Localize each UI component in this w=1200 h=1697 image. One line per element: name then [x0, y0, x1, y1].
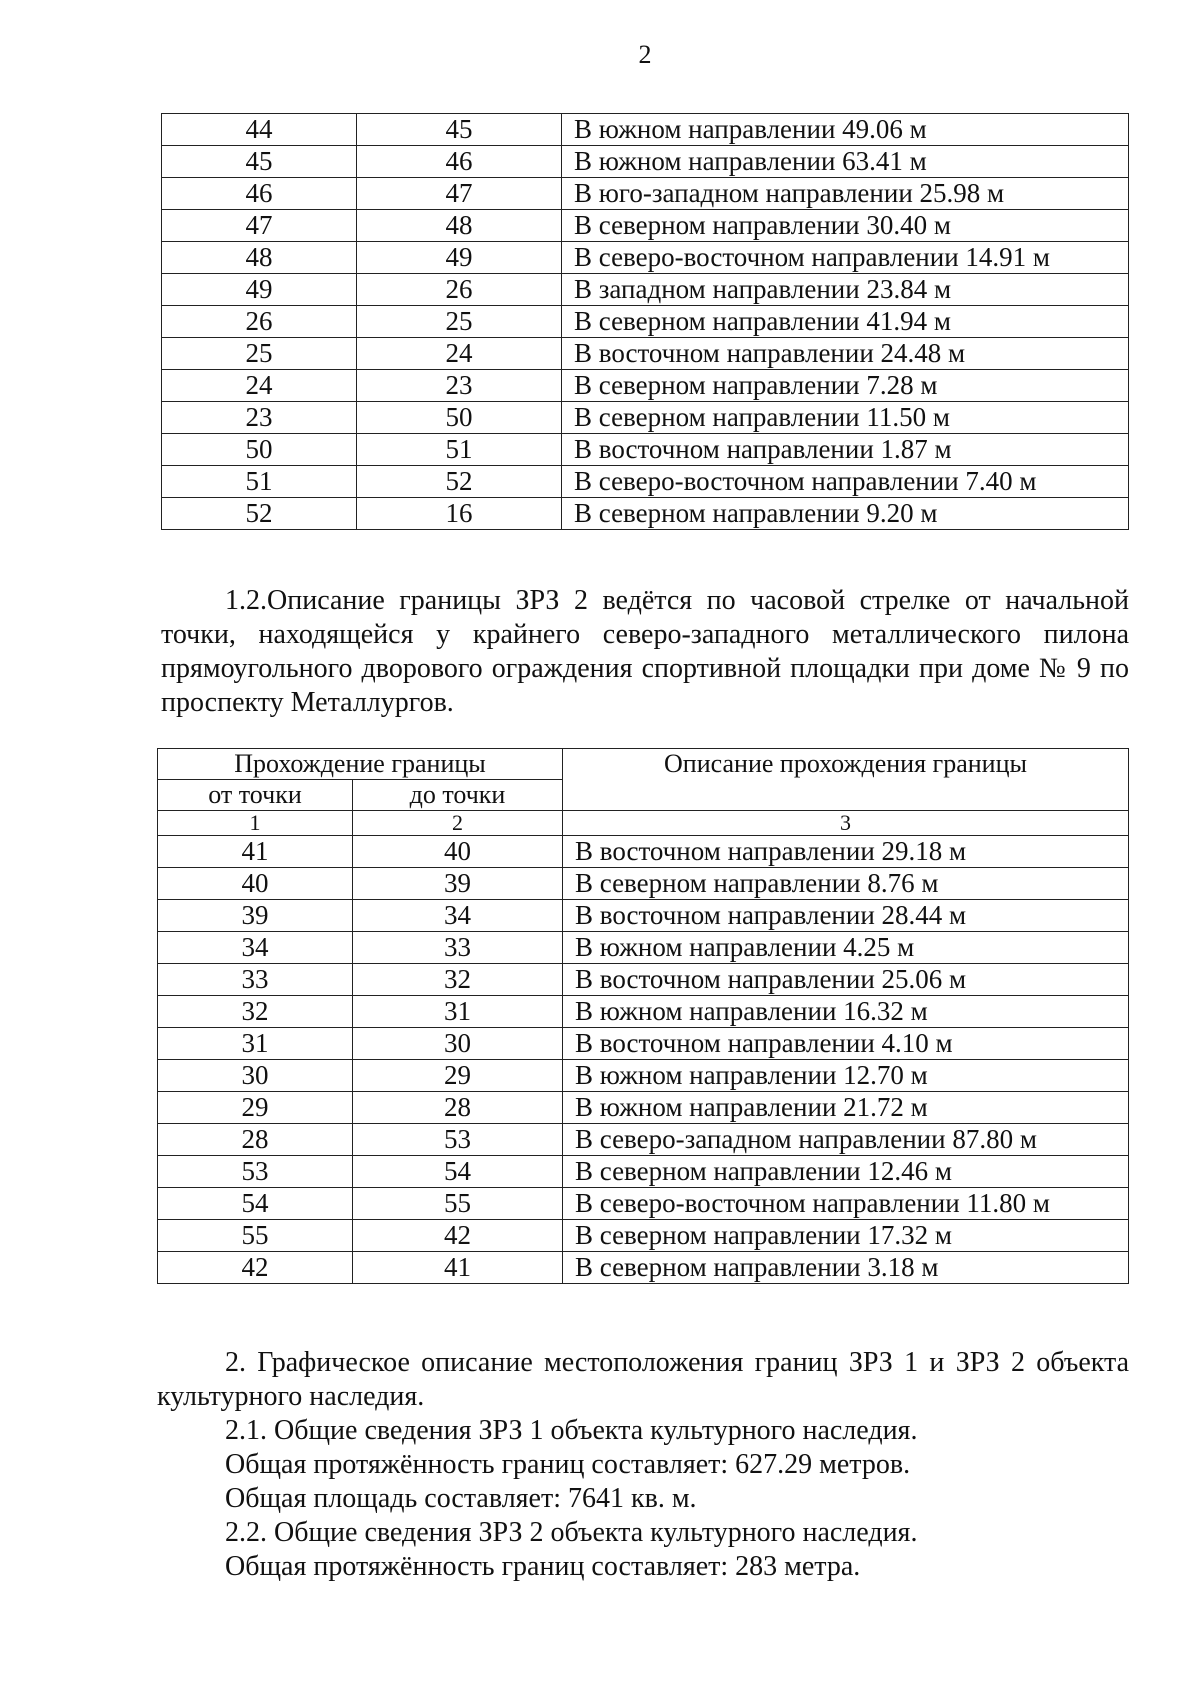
- table-row: [158, 836, 1129, 868]
- description-cell: В северном направлении 12.46 м: [563, 1156, 1129, 1188]
- from-point-cell: 54: [158, 1188, 353, 1220]
- from-point-cell: 26: [162, 306, 357, 338]
- table-row: [162, 370, 1129, 402]
- table-row: [158, 932, 1129, 964]
- section-2-1-length: Общая протяжённость границ составляет: 627.29 метров.: [225, 1449, 911, 1480]
- to-point-cell: 55: [353, 1188, 563, 1220]
- to-point-cell: 50: [357, 402, 562, 434]
- from-point-cell: 46: [162, 178, 357, 210]
- table-row: [158, 1156, 1129, 1188]
- header-row-group: [158, 749, 1129, 780]
- description-cell: В южном направлении 4.25 м: [563, 932, 1129, 964]
- table-row: [158, 1028, 1129, 1060]
- from-point-cell: 44: [162, 114, 357, 146]
- table-row: [158, 1252, 1129, 1284]
- to-point-cell: 53: [353, 1124, 563, 1156]
- to-point-cell: 28: [353, 1092, 563, 1124]
- description-cell: В восточном направлении 25.06 м: [563, 964, 1129, 996]
- description-cell: В южном направлении 21.72 м: [563, 1092, 1129, 1124]
- from-point-cell: 24: [162, 370, 357, 402]
- to-point-cell: 39: [353, 868, 563, 900]
- description-cell: В северо-восточном направлении 7.40 м: [562, 466, 1129, 498]
- description-cell: В северо-восточном направлении 14.91 м: [562, 242, 1129, 274]
- boundary-table-zrz2-body: [158, 749, 1129, 1284]
- table-row: [162, 146, 1129, 178]
- to-point-cell: 24: [357, 338, 562, 370]
- to-point-cell: 41: [353, 1252, 563, 1284]
- table-row: [158, 964, 1129, 996]
- table-row: [162, 242, 1129, 274]
- description-cell: В северном направлении 3.18 м: [563, 1252, 1129, 1284]
- table-row: [158, 900, 1129, 932]
- section-2-1-area: Общая площадь составляет: 7641 кв. м.: [225, 1483, 697, 1514]
- section-2-line-2: культурного наследия.: [157, 1381, 425, 1412]
- para-1-2-line-3: прямоугольного дворового ограждения спортивной площадки при доме № 9 по: [161, 653, 1129, 684]
- para-1-2-line-1: 1.2.Описание границы ЗРЗ 2 ведётся по часовой стрелке от начальной: [225, 585, 1129, 616]
- section-2-1-title: 2.1. Общие сведения ЗРЗ 1 объекта культурного наследия.: [225, 1415, 918, 1446]
- para-1-2-line-2: точки, находящейся у крайнего северо-западного металлического пилона: [161, 619, 1129, 650]
- from-point-cell: 55: [158, 1220, 353, 1252]
- from-point-cell: 49: [162, 274, 357, 306]
- table-row: [158, 996, 1129, 1028]
- description-cell: В северном направлении 30.40 м: [562, 210, 1129, 242]
- to-point-cell: 52: [357, 466, 562, 498]
- to-point-cell: 49: [357, 242, 562, 274]
- from-point-cell: 32: [158, 996, 353, 1028]
- to-point-cell: 54: [353, 1156, 563, 1188]
- table-row: [162, 274, 1129, 306]
- from-point-cell: 51: [162, 466, 357, 498]
- table-row: [158, 1124, 1129, 1156]
- to-point-cell: 25: [357, 306, 562, 338]
- page-number: 2: [638, 40, 652, 69]
- to-point-cell: 48: [357, 210, 562, 242]
- header-desc-cell: Описание прохождения границы: [563, 749, 1129, 811]
- from-point-cell: 40: [158, 868, 353, 900]
- to-point-cell: 45: [357, 114, 562, 146]
- boundary-table-zrz2: [157, 748, 1129, 1284]
- table-row: [162, 210, 1129, 242]
- column-number-row: [158, 811, 1129, 836]
- table-row: [162, 466, 1129, 498]
- to-point-cell: 33: [353, 932, 563, 964]
- to-point-cell: 29: [353, 1060, 563, 1092]
- to-point-cell: 16: [357, 498, 562, 530]
- from-point-cell: 28: [158, 1124, 353, 1156]
- to-point-cell: 26: [357, 274, 562, 306]
- description-cell: В северном направлении 17.32 м: [563, 1220, 1129, 1252]
- from-point-cell: 29: [158, 1092, 353, 1124]
- to-point-cell: 42: [353, 1220, 563, 1252]
- description-cell: В восточном направлении 24.48 м: [562, 338, 1129, 370]
- description-cell: В южном направлении 63.41 м: [562, 146, 1129, 178]
- from-point-cell: 31: [158, 1028, 353, 1060]
- from-point-cell: 34: [158, 932, 353, 964]
- table-row: [162, 434, 1129, 466]
- from-point-cell: 41: [158, 836, 353, 868]
- header-from-cell: от точки: [158, 780, 353, 811]
- from-point-cell: 33: [158, 964, 353, 996]
- section-2-2-length: Общая протяжённость границ составляет: 283 метра.: [225, 1551, 861, 1582]
- table-row: [162, 402, 1129, 434]
- description-cell: В восточном направлении 29.18 м: [563, 836, 1129, 868]
- from-point-cell: 39: [158, 900, 353, 932]
- description-cell: В южном направлении 16.32 м: [563, 996, 1129, 1028]
- to-point-cell: 32: [353, 964, 563, 996]
- from-point-cell: 53: [158, 1156, 353, 1188]
- description-cell: В северном направлении 8.76 м: [563, 868, 1129, 900]
- to-point-cell: 47: [357, 178, 562, 210]
- description-cell: В северном направлении 11.50 м: [562, 402, 1129, 434]
- from-point-cell: 50: [162, 434, 357, 466]
- table-row: [162, 114, 1129, 146]
- table-row: [158, 1188, 1129, 1220]
- to-point-cell: 46: [357, 146, 562, 178]
- to-point-cell: 31: [353, 996, 563, 1028]
- table-row: [162, 338, 1129, 370]
- description-cell: В восточном направлении 28.44 м: [563, 900, 1129, 932]
- to-point-cell: 23: [357, 370, 562, 402]
- header-group-cell: Прохождение границы: [158, 749, 563, 780]
- para-1-2-line-4: проспекту Металлургов.: [161, 687, 454, 718]
- description-cell: В северном направлении 9.20 м: [562, 498, 1129, 530]
- table-row: [158, 868, 1129, 900]
- from-point-cell: 23: [162, 402, 357, 434]
- from-point-cell: 52: [162, 498, 357, 530]
- table-row: [158, 1220, 1129, 1252]
- description-cell: В северном направлении 41.94 м: [562, 306, 1129, 338]
- from-point-cell: 47: [162, 210, 357, 242]
- from-point-cell: 45: [162, 146, 357, 178]
- table-row: [162, 178, 1129, 210]
- description-cell: В южном направлении 12.70 м: [563, 1060, 1129, 1092]
- table-row: [162, 498, 1129, 530]
- description-cell: В южном направлении 49.06 м: [562, 114, 1129, 146]
- boundary-table-zrz1: [161, 113, 1129, 530]
- section-2-line-1: 2. Графическое описание местоположения границ ЗРЗ 1 и ЗРЗ 2 объекта: [225, 1347, 1129, 1378]
- from-point-cell: 48: [162, 242, 357, 274]
- description-cell: В западном направлении 23.84 м: [562, 274, 1129, 306]
- column-number-1: 1: [158, 811, 353, 836]
- description-cell: В северном направлении 7.28 м: [562, 370, 1129, 402]
- to-point-cell: 30: [353, 1028, 563, 1060]
- table-row: [162, 306, 1129, 338]
- boundary-table-zrz1-body: [162, 114, 1129, 530]
- description-cell: В северо-западном направлении 87.80 м: [563, 1124, 1129, 1156]
- from-point-cell: 25: [162, 338, 357, 370]
- to-point-cell: 40: [353, 836, 563, 868]
- section-2-2-title: 2.2. Общие сведения ЗРЗ 2 объекта культурного наследия.: [225, 1517, 918, 1548]
- to-point-cell: 51: [357, 434, 562, 466]
- column-number-2: 2: [353, 811, 563, 836]
- description-cell: В восточном направлении 1.87 м: [562, 434, 1129, 466]
- column-number-3: 3: [563, 811, 1129, 836]
- to-point-cell: 34: [353, 900, 563, 932]
- header-to-cell: до точки: [353, 780, 563, 811]
- from-point-cell: 30: [158, 1060, 353, 1092]
- description-cell: В северо-восточном направлении 11.80 м: [563, 1188, 1129, 1220]
- table-row: [158, 1092, 1129, 1124]
- description-cell: В восточном направлении 4.10 м: [563, 1028, 1129, 1060]
- from-point-cell: 42: [158, 1252, 353, 1284]
- table-row: [158, 1060, 1129, 1092]
- description-cell: В юго-западном направлении 25.98 м: [562, 178, 1129, 210]
